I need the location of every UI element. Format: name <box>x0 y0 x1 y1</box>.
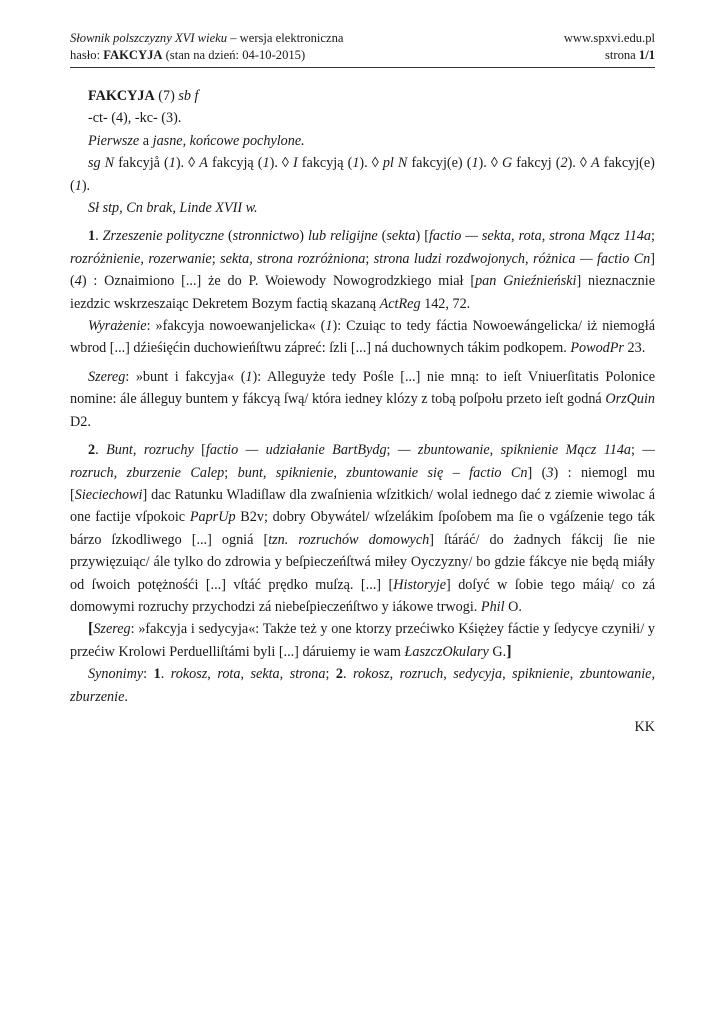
text-run: fakcyją ( <box>297 155 353 172</box>
text-run: ] ſtáráć/ do żadnych fákcij ſie nie przywięzuiąc/ ále tylko do zdrowia y beſpieczeńſtwá miłey Oyczyzny/ bo gdzie fákcye nie będą miáły od ſwoich potężnośći [...] vſtáć prędko muſzą. [...] [ <box>70 531 655 593</box>
text-run: , <box>207 666 218 683</box>
text-run: ( <box>377 228 387 245</box>
text-run: ŁaszczOkulary <box>404 643 489 660</box>
text-run: 2 <box>560 155 568 172</box>
entry-status: hasło: FAKCYJA (stan na dzień: 04-10-2015) <box>70 48 306 62</box>
text-run: bunt, spiknienie, zbuntowanie się – factio Cn <box>237 464 528 481</box>
text-run: fakcyj(e) ( <box>407 155 472 172</box>
text-run: 1 <box>74 177 82 194</box>
text-run: fakcyjå ( <box>114 155 169 172</box>
dictionary-title: Słownik polszczyzny XVI wieku – wersja elektroniczna <box>70 31 344 45</box>
text-run: ) [ <box>415 228 429 245</box>
text-run: ) : niemogl mu [ <box>70 464 655 503</box>
text-run: zbuntowanie <box>579 666 652 683</box>
text-run: D2. <box>70 413 91 430</box>
text-run: ). ◊ <box>175 155 200 172</box>
text-run: G. <box>488 643 507 660</box>
text-run: sekta, strona rozróżniona <box>220 250 366 267</box>
text-run: , <box>240 666 251 683</box>
text-run: 23. <box>623 340 646 357</box>
text-run: Wyrażenie <box>88 318 147 335</box>
wyrazenie-paragraph <box>70 315 655 360</box>
text-run: zburzenie <box>70 688 125 705</box>
text-run: ; <box>224 464 238 481</box>
website-url: www.spxvi.edu.pl <box>563 31 655 45</box>
text-run: rokosz <box>170 666 208 683</box>
text-run: ): Alleguyże tedy Pośle [...] nie mną: to ieſt Vniuerſitatis Polonice nomine: ále álleguy buntem y fákcyą ſwą/ która iedney klózy z tobą poſpołu przeto ieſt godná <box>70 368 655 408</box>
text-run: , <box>651 666 656 683</box>
text-run: pl N <box>382 155 408 172</box>
text-run: 1 <box>352 155 360 172</box>
text-run: ] <box>506 642 512 660</box>
text-run: lub religijne <box>307 228 378 245</box>
text-run: . <box>95 442 107 459</box>
text-run: ] dac Ratunku Wladiſlaw dla zwaſnienia wſzitkich/ wolal iednego dać z ziemie wiwolac á one factije vſpokoic <box>70 486 655 526</box>
text-run: ; <box>365 250 374 267</box>
text-run: I <box>293 155 298 172</box>
page-header <box>70 30 655 68</box>
text-run: strona ludzi rozdwojonych, różnica — factio Cn <box>373 250 651 267</box>
szereg-paragraph-1 <box>70 366 655 433</box>
headword-line: FAKCYJA (7) sb f <box>88 88 199 104</box>
text-run: — zbuntowanie, spiknienie Mącz 114a <box>397 442 632 459</box>
text-run: PowodPr <box>570 340 624 357</box>
entry-body <box>70 85 655 738</box>
text-run: ; <box>386 442 398 459</box>
text-run: ( <box>224 228 233 245</box>
text-run: OrzQuin <box>605 391 655 408</box>
text-run: ; <box>325 666 336 683</box>
text-run: 3 <box>546 464 554 481</box>
text-run: tzn. rozruchów domowych <box>268 531 430 548</box>
header-rule <box>70 67 655 68</box>
sources-line: Sł stp, Cn brak, Linde XVII w. <box>88 200 258 217</box>
author-initials: KK <box>634 718 655 735</box>
text-run: Sieciechowi <box>74 486 143 503</box>
text-run: Szereg <box>93 621 131 638</box>
text-run: . <box>124 688 128 705</box>
text-run: 1 <box>153 666 161 683</box>
text-run: Zrzeszenie polityczne <box>102 228 225 245</box>
text-run: ). <box>81 177 91 194</box>
text-run: ; <box>631 442 643 459</box>
text-run: ). ◊ <box>567 155 591 172</box>
text-run: Bunt <box>106 442 133 459</box>
text-run: . <box>342 666 354 683</box>
text-run: , <box>389 666 400 683</box>
text-run: , <box>443 666 454 683</box>
text-run: sedycyja <box>453 666 503 683</box>
header-row-2 <box>70 47 655 64</box>
text-run: rota <box>217 666 241 683</box>
text-run: Phil <box>480 598 505 615</box>
szereg-paragraph-2 <box>70 618 655 663</box>
text-run: , <box>279 666 290 683</box>
text-run: . <box>95 228 103 245</box>
text-run: A <box>199 155 208 172</box>
inflection-line <box>70 152 655 197</box>
text-run: G <box>501 155 513 172</box>
text-run: 142, 72. <box>420 295 471 312</box>
text-run: ). ◊ <box>478 155 502 172</box>
text-run: sekta <box>250 666 280 683</box>
spelling-line: -ct- (4), -kc- (3). <box>88 110 182 127</box>
text-run: factio — sekta, rota, strona Mącz 114a <box>428 228 652 245</box>
text-run: spiknienie <box>512 666 570 683</box>
text-run: 1 <box>168 155 176 172</box>
text-run: : <box>143 666 154 683</box>
text-run: ) : Oznaimiono [...] że do P. Woiewody Nowogrodzkiego miał [ <box>81 273 476 290</box>
text-run: Szereg <box>88 368 126 385</box>
text-run: rozróżnienie, rozerwanie <box>70 250 212 267</box>
text-run: ActReg <box>379 295 421 312</box>
sense-1 <box>70 225 655 315</box>
text-run: , <box>569 666 580 683</box>
text-run: pan Gnieźnieński <box>475 273 577 290</box>
text-run: [ <box>88 620 94 638</box>
text-run: 2 <box>335 666 343 683</box>
text-run: , <box>502 666 513 683</box>
text-run: fakcyj ( <box>512 155 561 172</box>
text-run: strona <box>289 666 326 683</box>
text-run: 4 <box>74 273 82 290</box>
text-run: ) <box>299 228 308 245</box>
text-run: ; <box>211 250 221 267</box>
text-run: ). ◊ <box>359 155 383 172</box>
text-run: ] nieznacznie iezdzic wskrzeszaiąc Dekretem Bozym factią skazaną <box>70 273 655 312</box>
text-run: fakcyją ( <box>207 155 263 172</box>
synonimy-paragraph <box>70 663 655 708</box>
vowels-line: Pierwsze a jasne, końcowe pochylone. <box>88 132 305 149</box>
text-run: fakcyj(e) ( <box>70 155 655 194</box>
text-run: PaprUp <box>189 509 236 526</box>
text-run: stronnictwo <box>232 228 300 245</box>
text-run: 1 <box>325 318 333 335</box>
text-run: factio — udziałanie BartBydg <box>205 442 387 459</box>
text-run: . <box>160 666 171 683</box>
text-run: 1 <box>245 368 253 385</box>
text-run: rozruch <box>399 666 444 683</box>
text-run: : »bunt i fakcyja« ( <box>125 368 246 385</box>
text-run: ] doſyć w ſobie tego máią/ co zá domowymi rozruchy przychodzi zá niebeſpieczeńſtwo y iákowe trwogi. <box>70 576 655 615</box>
text-run: rokosz <box>353 666 390 683</box>
text-run: ] ( <box>70 250 655 290</box>
text-run: A <box>590 155 600 172</box>
text-run: : »fakcyja nowoewanjelicka« ( <box>146 318 326 335</box>
text-run: — rozruch, zburzenie Calep <box>70 442 655 481</box>
text-run: sekta <box>386 228 416 245</box>
text-run: Historyje <box>393 576 447 593</box>
text-run: [ <box>193 442 206 459</box>
text-run: Synonimy <box>88 666 144 683</box>
sense-2 <box>70 439 655 618</box>
text-run: 1 <box>88 228 96 245</box>
text-run: ] ( <box>527 464 547 481</box>
text-run: : »fakcyja i sedycyja«: Także też y one ktorzy przećiwko Kśiężey fáctie y ſedycye czyniłi/ y przećiw Krolowi Perduelliſtámi byli [...] dáruiemy ie wam <box>70 621 655 660</box>
text-run: ; <box>651 228 655 245</box>
text-run: sg N <box>88 155 115 172</box>
text-run: O. <box>504 598 522 615</box>
text-run: , <box>132 442 144 459</box>
text-run: ). ◊ <box>269 155 293 172</box>
text-run: B2v; dobry Obywátel/ wſzelákim ſpoſobem ma ſie o vgáſzenie tego ták bárzo ſzkodliwego [...] ogniá [ <box>70 509 655 548</box>
text-run: ): Czuiąc to tedy fáctia Nowoewángelicka/ iż niemogłá wbrod [...] dźieśięćin duchowieńſtwu zápreć: ſzli [...] ná duchownych tákim podkopem. <box>70 318 655 357</box>
page-number: strona 1/1 <box>604 48 655 62</box>
text-run: 1 <box>262 155 270 172</box>
text-run: 2 <box>88 442 96 459</box>
header-row-1 <box>70 30 655 47</box>
text-run: 1 <box>471 155 479 172</box>
text-run: rozruchy <box>143 442 194 459</box>
